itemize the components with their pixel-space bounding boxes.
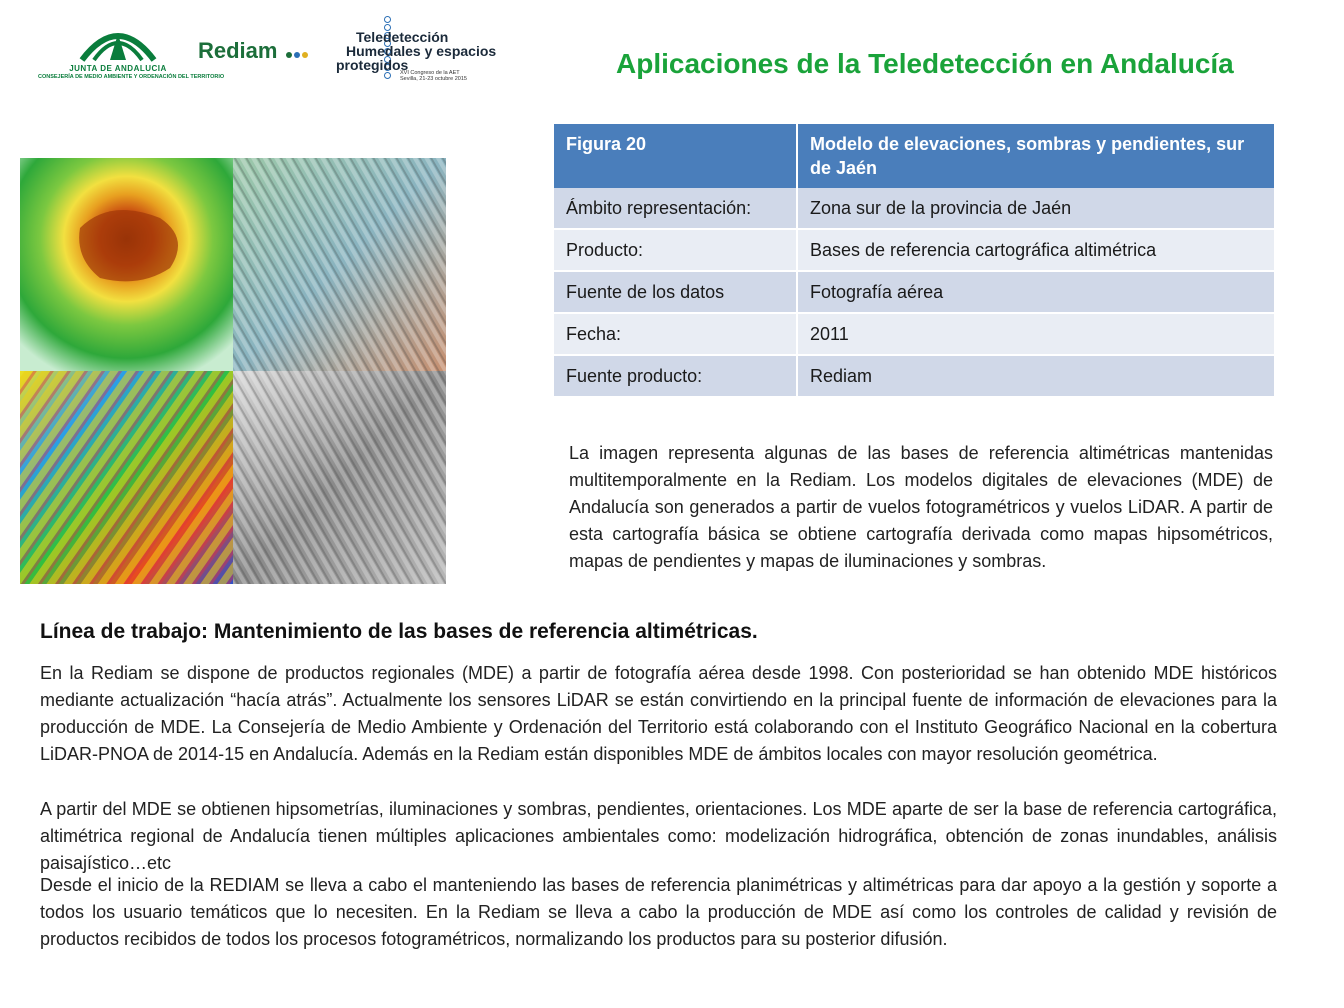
page-title: Aplicaciones de la Teledetección en Andalucía: [616, 48, 1234, 79]
table-row: [554, 271, 1274, 313]
row-value: Rediam: [797, 355, 1274, 397]
row-label: Ámbito representación:: [554, 188, 797, 229]
hypsometric-map: [20, 158, 233, 371]
slope-map: [20, 371, 233, 584]
table-row: [554, 229, 1274, 271]
congress-edition: XVI Congreso de la AET: [400, 70, 460, 76]
terrain-maps-mosaic: [20, 158, 446, 584]
row-value: Fotografía aérea: [797, 271, 1274, 313]
congress-title-line2: Humedales y espacios: [346, 43, 497, 59]
row-value: 2011: [797, 313, 1274, 355]
work-line-heading: Línea de trabajo: Mantenimiento de las bases de referencia altimétricas.: [40, 620, 758, 643]
figure-description: La imagen representa algunas de las bases de referencia altimétricas mantenidas multitemporalmente en la Rediam. Los modelos digitales de elevaciones (MDE) de Andalucía son generados a partir de vuelos fotogramétricos y vuelos LiDAR. A partir de esta cartografía básica se obtiene cartografía derivada como mapas hipsométricos, mapas de pendientes y mapas de iluminaciones y sombras.: [569, 443, 1273, 571]
shaded-relief-color-map: [233, 158, 446, 371]
rediam-dots-icon: [286, 45, 310, 63]
junta-andalucia-logo: [38, 16, 225, 82]
table-row: [554, 188, 1274, 229]
row-label: Fuente de los datos: [554, 271, 797, 313]
congress-title-line1: Teledetección: [356, 29, 449, 45]
row-label: Producto:: [554, 229, 797, 271]
work-paragraph-3: Desde el inicio de la REDIAM se lleva a cabo el manteniendo las bases de referencia planimétricas y altimétricas para dar apoyo a la gestión y soporte a todos los usuario temáticos que lo necesiten. En la Rediam se lleva a cabo la producción de MDE así como los controles de calidad y revisión de productos recibidos de todos los procesos fotogramétricos, normalizando los productos para su posterior difusión.: [40, 875, 1277, 949]
work-paragraph-2: A partir del MDE se obtienen hipsometrías, iluminaciones y sombras, pendientes, orientaciones. Los MDE aparte de ser la base de referencia cartográfica, altimétrica regional de Andalucía tienen múltiples aplicaciones ambientales como: modelización hidrográfica, obtención de zonas inundables, análisis paisajístico…etc: [40, 799, 1277, 873]
figure-caption: Modelo de elevaciones, sombras y pendientes, sur de Jaén: [797, 124, 1274, 188]
congress-title-line3: protegidos: [336, 57, 409, 73]
junta-logo-subtitle: CONSEJERÍA DE MEDIO AMBIENTE Y ORDENACIÓN DEL TERRITORIO: [38, 74, 225, 80]
figure-number: Figura 20: [554, 124, 797, 188]
congress-date: Sevilla, 21-23 octubre 2015: [400, 76, 467, 82]
row-label: Fecha:: [554, 313, 797, 355]
figure-info-table: [554, 124, 1274, 398]
teledeteccion-congress-logo: [336, 6, 506, 86]
work-paragraph-1: En la Rediam se dispone de productos regionales (MDE) a partir de fotografía aérea desde 1998. Con posterioridad se han obtenido MDE históricos mediante actualización “hacía atrás”. Actualmente los sensores LiDAR se están convirtiendo en la principal fuente de información de elevaciones para la producción de MDE. La Consejería de Medio Ambiente y Ordenación del Territorio está colaborando con el Instituto Geográfico Nacional en la cobertura LiDAR-PNOA de 2014-15 en Andalucía. Además en la Rediam están disponibles MDE de ámbitos locales con mayor resolución geométrica.: [40, 663, 1277, 764]
row-value: Zona sur de la provincia de Jaén: [797, 188, 1274, 229]
junta-emblem-icon: [38, 16, 198, 64]
row-value: Bases de referencia cartográfica altimétrica: [797, 229, 1274, 271]
row-label: Fuente producto:: [554, 355, 797, 397]
junta-logo-text: JUNTA DE ANDALUCIA: [69, 64, 167, 73]
rediam-logo: [198, 38, 310, 68]
table-row: [554, 355, 1274, 397]
table-header-row: [554, 124, 1274, 188]
rediam-logo-text: Rediam: [198, 38, 278, 63]
table-row: [554, 313, 1274, 355]
hillshade-map: [233, 371, 446, 584]
